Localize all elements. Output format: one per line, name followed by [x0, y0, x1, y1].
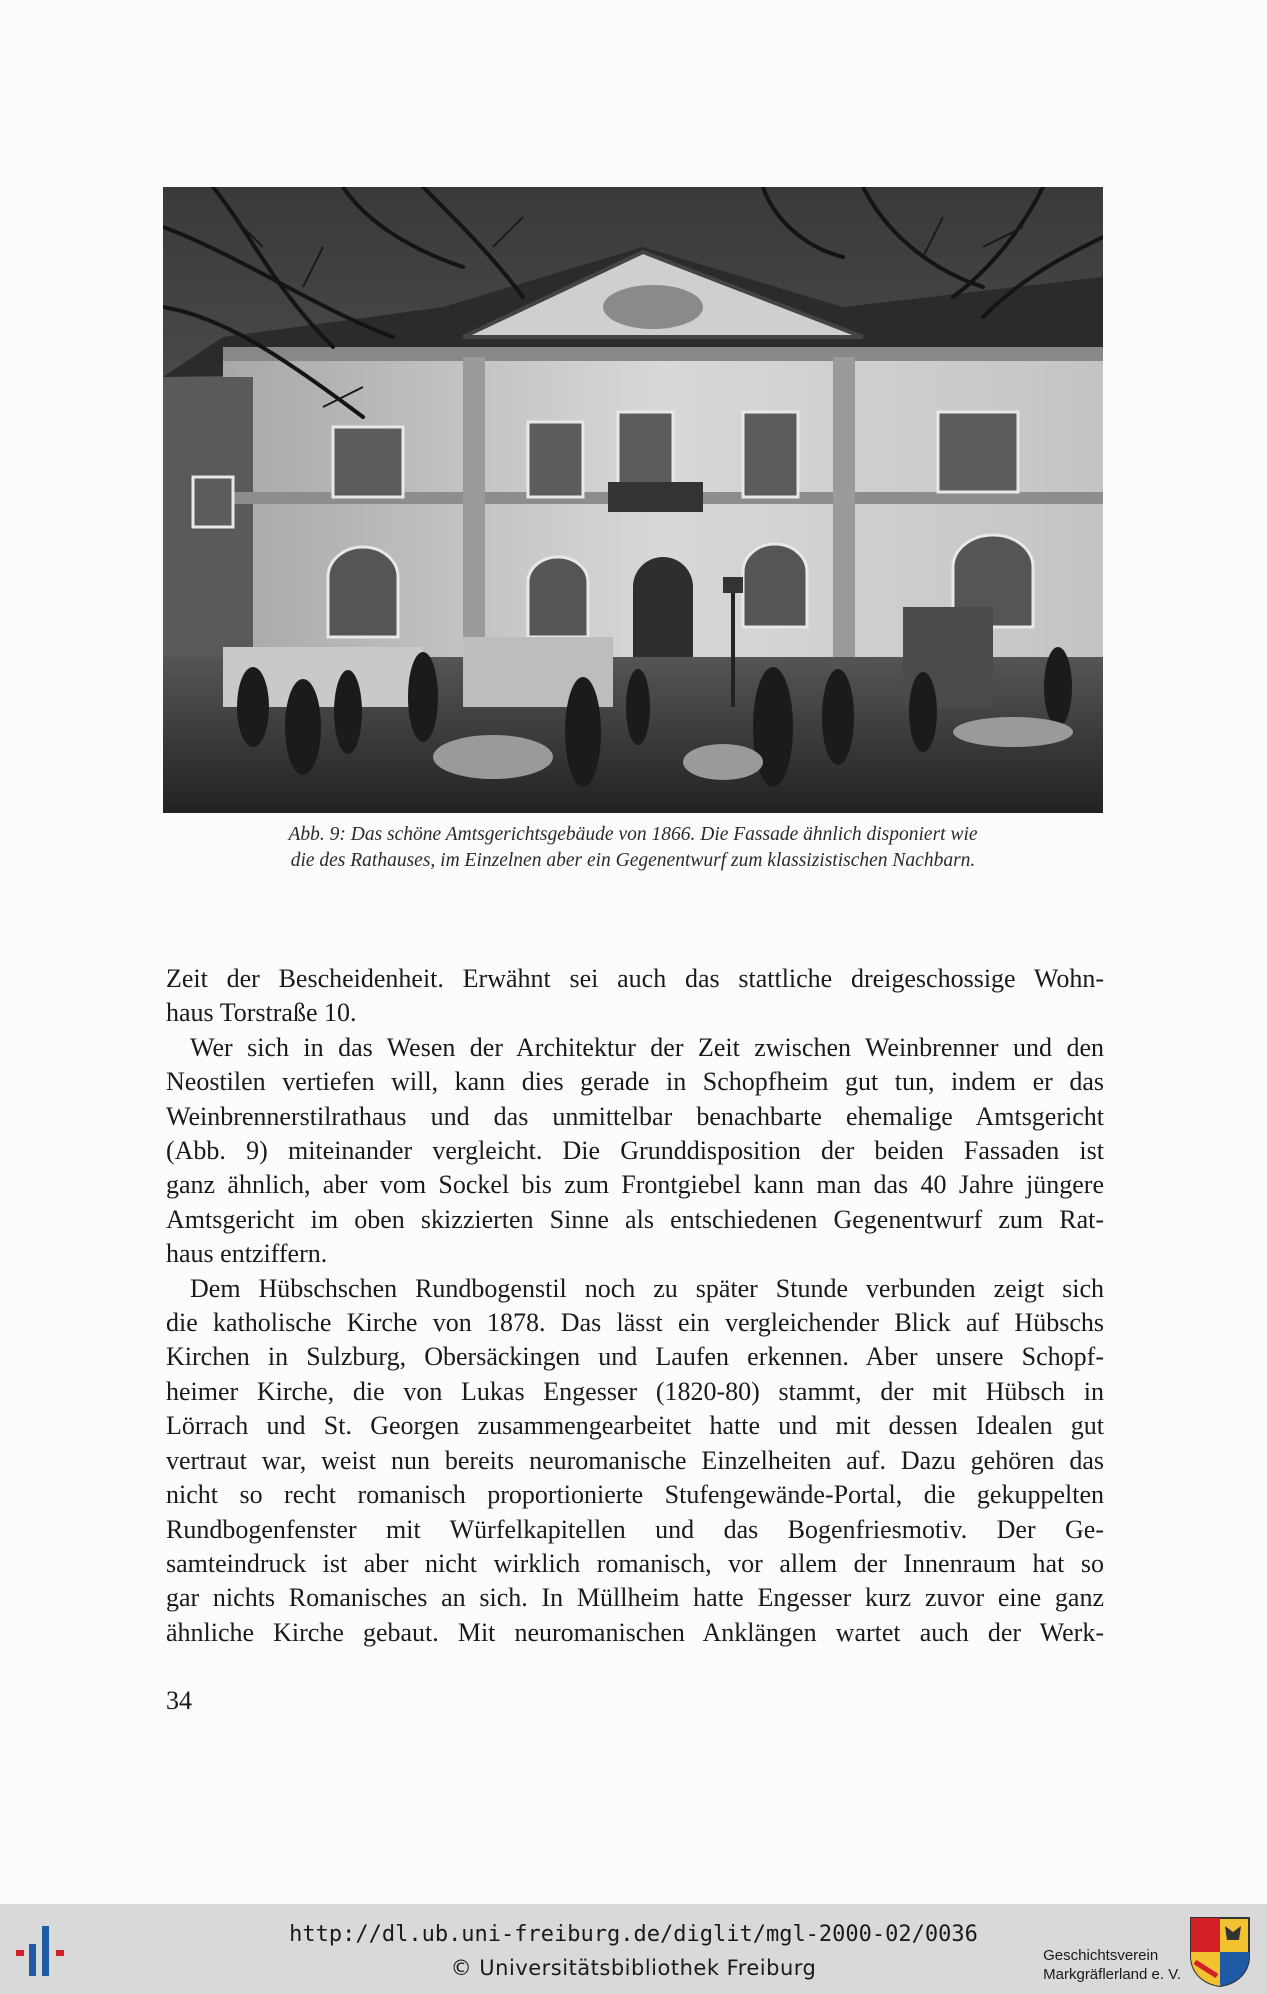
- figure-caption: [163, 822, 1103, 874]
- text-line: vertraut war, weist nun bereits neuromanische Einzelheiten auf. Dazu gehören das: [166, 1445, 1104, 1475]
- text-line: Dem Hübschschen Rundbogenstil noch zu später Stunde verbunden zeigt sich: [190, 1273, 1104, 1303]
- page-number: 34: [166, 1686, 192, 1715]
- caption-line: Abb. 9: Das schöne Amtsgerichtsgebäude von 1866. Die Fassade ähnlich disponiert wie: [288, 824, 978, 845]
- paragraph-3: [166, 1272, 1104, 1650]
- text-line: Lörrach und St. Georgen zusammengearbeitet hatte und mit dessen Idealen gut: [166, 1411, 1104, 1441]
- text-line: Amtsgericht im oben skizzierten Sinne als entschiedenen Gegenentwurf zum Rat-: [166, 1204, 1104, 1234]
- text-line: Zeit der Bescheidenheit. Erwähnt sei auch das stattliche dreigeschossige Wohn-: [166, 964, 1104, 993]
- text-line: samteindruck ist aber nicht wirklich romanisch, vor allem der Innenraum hat so: [166, 1548, 1104, 1578]
- text-line: heimer Kirche, die von Lukas Engesser (1820-80) stammt, der mit Hübsch in: [166, 1376, 1104, 1406]
- text-line: haus Torstraße 10.: [166, 998, 357, 1028]
- text-line: die katholische Kirche von 1878. Das lässt ein vergleichender Blick auf Hübschs: [166, 1308, 1104, 1338]
- text-line: gar nichts Romanisches an sich. In Müllheim hatte Engesser kurz zuvor eine ganz: [166, 1583, 1104, 1613]
- society-line: Geschichtsverein: [1043, 1947, 1159, 1964]
- paragraph-2: [166, 1031, 1104, 1272]
- text-line: Kirchen in Sulzburg, Obersäckingen und Laufen erkennen. Aber unsere Schopf-: [166, 1342, 1104, 1372]
- copyright-notice: © Universitätsbibliothek Freiburg: [450, 1956, 817, 1980]
- document-url-link[interactable]: http://dl.ub.uni-freiburg.de/diglit/mgl-2000-02/0036: [289, 1922, 978, 1947]
- photo-amtsgericht-building: [163, 187, 1103, 813]
- text-line: ähnliche Kirche gebaut. Mit neuromanischen Anklängen wartet auch der Werk-: [166, 1617, 1104, 1647]
- text-line: Neostilen vertiefen will, kann dies gerade in Schopfheim gut tun, indem er das: [166, 1067, 1104, 1097]
- text-line: (Abb. 9) miteinander vergleicht. Die Grunddisposition der beiden Fassaden ist: [166, 1136, 1104, 1166]
- text-line: nicht so recht romanisch proportionierte Stufengewände-Portal, die gekuppelten: [166, 1480, 1104, 1510]
- text-line: haus entziffern.: [166, 1239, 328, 1269]
- coat-of-arms-icon: [1189, 1916, 1251, 1988]
- society-name: [1043, 1946, 1181, 1984]
- society-line: Markgräflerland e. V.: [1043, 1966, 1181, 1983]
- text-line: Rundbogenfenster mit Würfelkapitellen und das Bogenfriesmotiv. Der Ge-: [166, 1514, 1104, 1544]
- text-line: Wer sich in das Wesen der Architektur der Zeit zwischen Weinbrenner und den: [190, 1032, 1104, 1062]
- paragraph-1: [166, 962, 1104, 1031]
- text-line: Weinbrennerstilrathaus und das unmittelbar benachbarte ehemalige Amtsgericht: [166, 1101, 1104, 1131]
- caption-line: die des Rathauses, im Einzelnen aber ein Gegenentwurf zum klassizistischen Nachbarn.: [290, 850, 976, 871]
- text-line: ganz ähnlich, aber vom Sockel bis zum Frontgiebel kann man das 40 Jahre jüngere: [166, 1170, 1104, 1200]
- body-text: [166, 962, 1104, 1650]
- viewer-footer: [0, 1904, 1267, 1994]
